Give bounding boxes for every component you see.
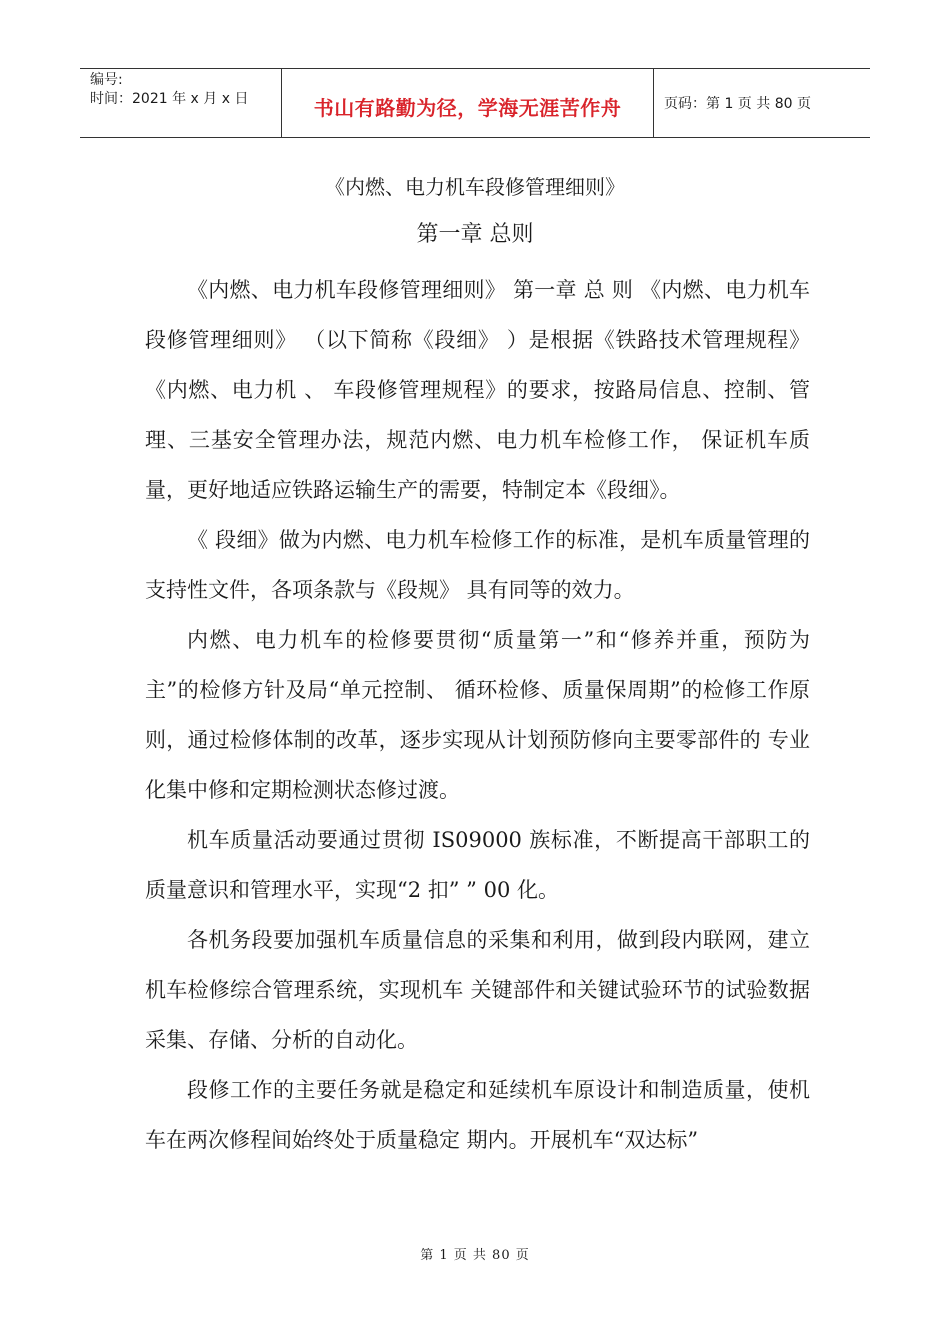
header-motto: 书山有路勤为径，学海无涯苦作舟 — [313, 95, 622, 120]
document-body — [145, 265, 810, 1165]
paragraph: 内燃、电力机车的检修要贯彻“质量第一”和“修养并重，预防为主”的检修方针及局“单元控制、 循环检修、质量保周期”的检修工作原则，通过检修体制的改革，逐步实现从计划预防修向主要零部件的 专业化集中修和定期检测状态修过渡。 — [145, 628, 810, 802]
paragraph: 《内燃、电力机车段修管理细则》 第一章 总 则 《内燃、电力机车段修管理细则》 （以下简称《段细》 ）是根据《铁路技术管理规程》《内燃、电力机 、 车段修管理规程》的要求，按路局信息、控制、管理、三基安全管理办法，规范内燃、电力机车检修工作， 保证机车质量，更好地适应铁路运输生产的需要，特制定本《段细》。 — [145, 278, 810, 502]
paragraph: 机车质量活动要通过贯彻 IS09000 族标准，不断提高干部职工的质量意识和管理水平，实现“2 扣” ” 00 化。 — [145, 828, 810, 902]
document-title: 《内燃、电力机车段修管理细则》 — [325, 175, 625, 199]
paragraph: 《 段细》做为内燃、电力机车检修工作的标准，是机车质量管理的支持性文件，各项条款与《段规》 具有同等的效力。 — [145, 528, 810, 602]
header-page-cell — [654, 69, 870, 137]
paragraph: 各机务段要加强机车质量信息的采集和利用，做到段内联网，建立机车检修综合管理系统，实现机车 关键部件和关键试验环节的试验数据采集、存储、分析的自动化。 — [145, 928, 810, 1052]
paragraph: 段修工作的主要任务就是稳定和延续机车原设计和制造质量，使机车在两次修程间始终处于质量稳定 期内。开展机车“双达标” — [145, 1078, 810, 1152]
chapter-heading: 第一章 总则 — [416, 222, 534, 247]
document-date-label: 时间：2021 年 x 月 x 日 — [90, 91, 249, 107]
page-header — [80, 68, 870, 138]
header-motto-cell — [282, 69, 654, 137]
document-number-label: 编号: — [90, 72, 123, 88]
page-footer: 第 1 页 共 80 页 — [420, 1248, 530, 1263]
header-page-info: 页码：第 1 页 共 80 页 — [664, 96, 811, 112]
header-meta-cell — [80, 69, 282, 137]
